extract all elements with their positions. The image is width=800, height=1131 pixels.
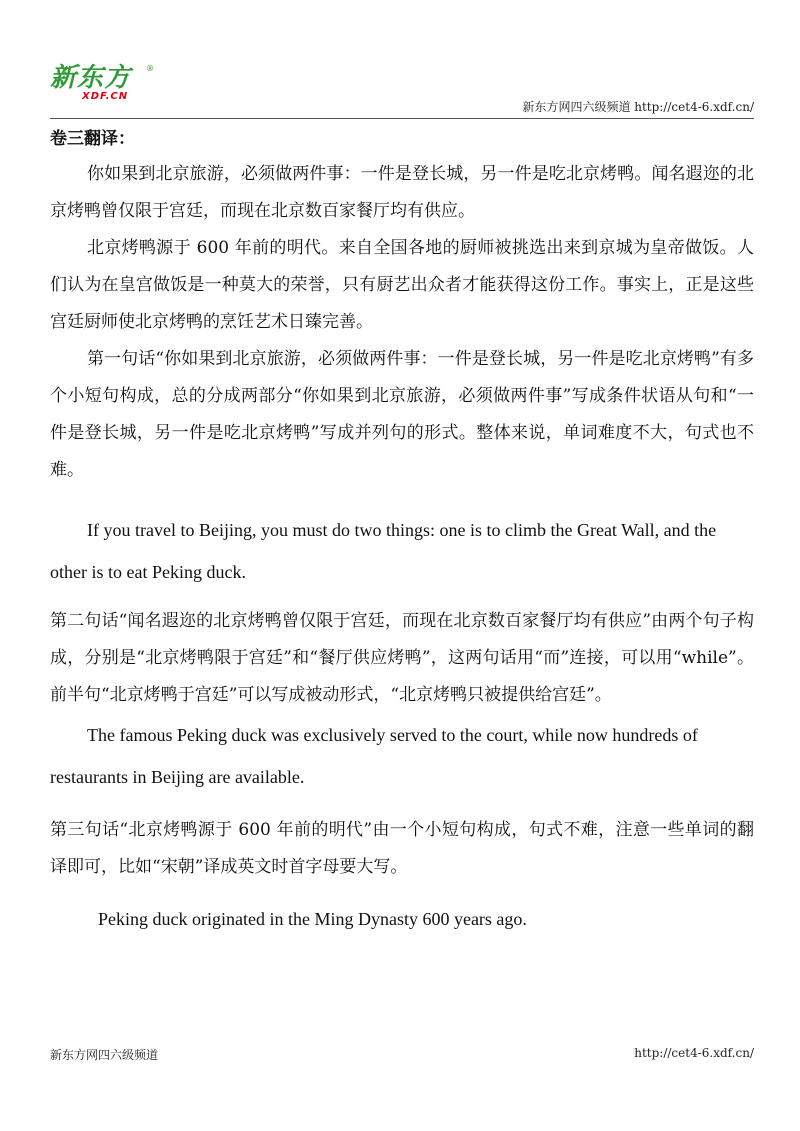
document-body	[50, 122, 754, 940]
page-footer	[50, 1046, 754, 1066]
spacer	[50, 798, 754, 812]
translation-3: Peking duck originated in the Ming Dynasty 600 years ago.	[98, 909, 527, 929]
logo-text-en: XDF.CN	[82, 91, 129, 102]
analysis-paragraph-3: 第三句话“北京烤鸭源于 600 年前的明代”由一个小短句构成，句式不难，注意一些单词的翻译即可，比如“宋朝”译成英文时首字母要大写。	[50, 820, 754, 877]
analysis-paragraph-1: 第一句话“你如果到北京旅游，必须做两件事：一件是登长城，另一件是吃北京烤鸭”有多个小短句构成，总的分成两部分“你如果到北京旅游，必须做两件事”写成条件状语从句和“一件是登长城，另一件是吃北京烤鸭”写成并列句的形式。整体来说，单词难度不大，句式也不难。	[50, 349, 754, 480]
translation-2: The famous Peking duck was exclusively served to the court, while now hundreds of restaurants in Beijing are available.	[50, 725, 698, 787]
header-site-info: 新东方网四六级频道 http://cet4-6.xdf.cn/	[522, 100, 754, 114]
translation-1: If you travel to Beijing, you must do two things: one is to climb the Great Wall, and the other is to eat Peking duck.	[50, 520, 717, 582]
footer-site-name: 新东方网四六级频道	[50, 1048, 159, 1062]
xdf-logo[interactable]	[50, 64, 160, 108]
section-title: 卷三翻译：	[50, 129, 135, 149]
source-paragraph-1: 你如果到北京旅游，必须做两件事：一件是登长城，另一件是吃北京烤鸭。闻名遐迩的北京烤鸭曾仅限于宫廷，而现在北京数百家餐厅均有供应。	[50, 164, 754, 221]
spacer	[50, 489, 754, 509]
logo-registered-mark: ®	[146, 64, 154, 73]
footer-url-link[interactable]: http://cet4-6.xdf.cn/	[634, 1046, 754, 1060]
logo-text-cn: 新东方	[50, 63, 132, 93]
source-paragraph-2: 北京烤鸭源于 600 年前的明代。来自全国各地的厨师被挑选出来到京城为皇帝做饭。人们认为在皇宫做饭是一种莫大的荣誉，只有厨艺出众者才能获得这份工作。事实上，正是这些宫廷厨师使北京烤鸭的烹饪艺术日臻完善。	[50, 238, 754, 332]
spacer	[50, 593, 754, 603]
header-divider	[50, 118, 754, 119]
analysis-paragraph-2: 第二句话“闻名遐迩的北京烤鸭曾仅限于宫廷，而现在北京数百家餐厅均有供应”由两个句子构成，分别是“北京烤鸭限于宫廷”和“餐厅供应烤鸭”，这两句话用“而”连接，可以用“while”。前半句“北京烤鸭于宫廷”可以写成被动形式，“北京烤鸭只被提供给宫廷”。	[50, 611, 754, 705]
page-header	[50, 60, 754, 120]
spacer	[50, 886, 754, 898]
